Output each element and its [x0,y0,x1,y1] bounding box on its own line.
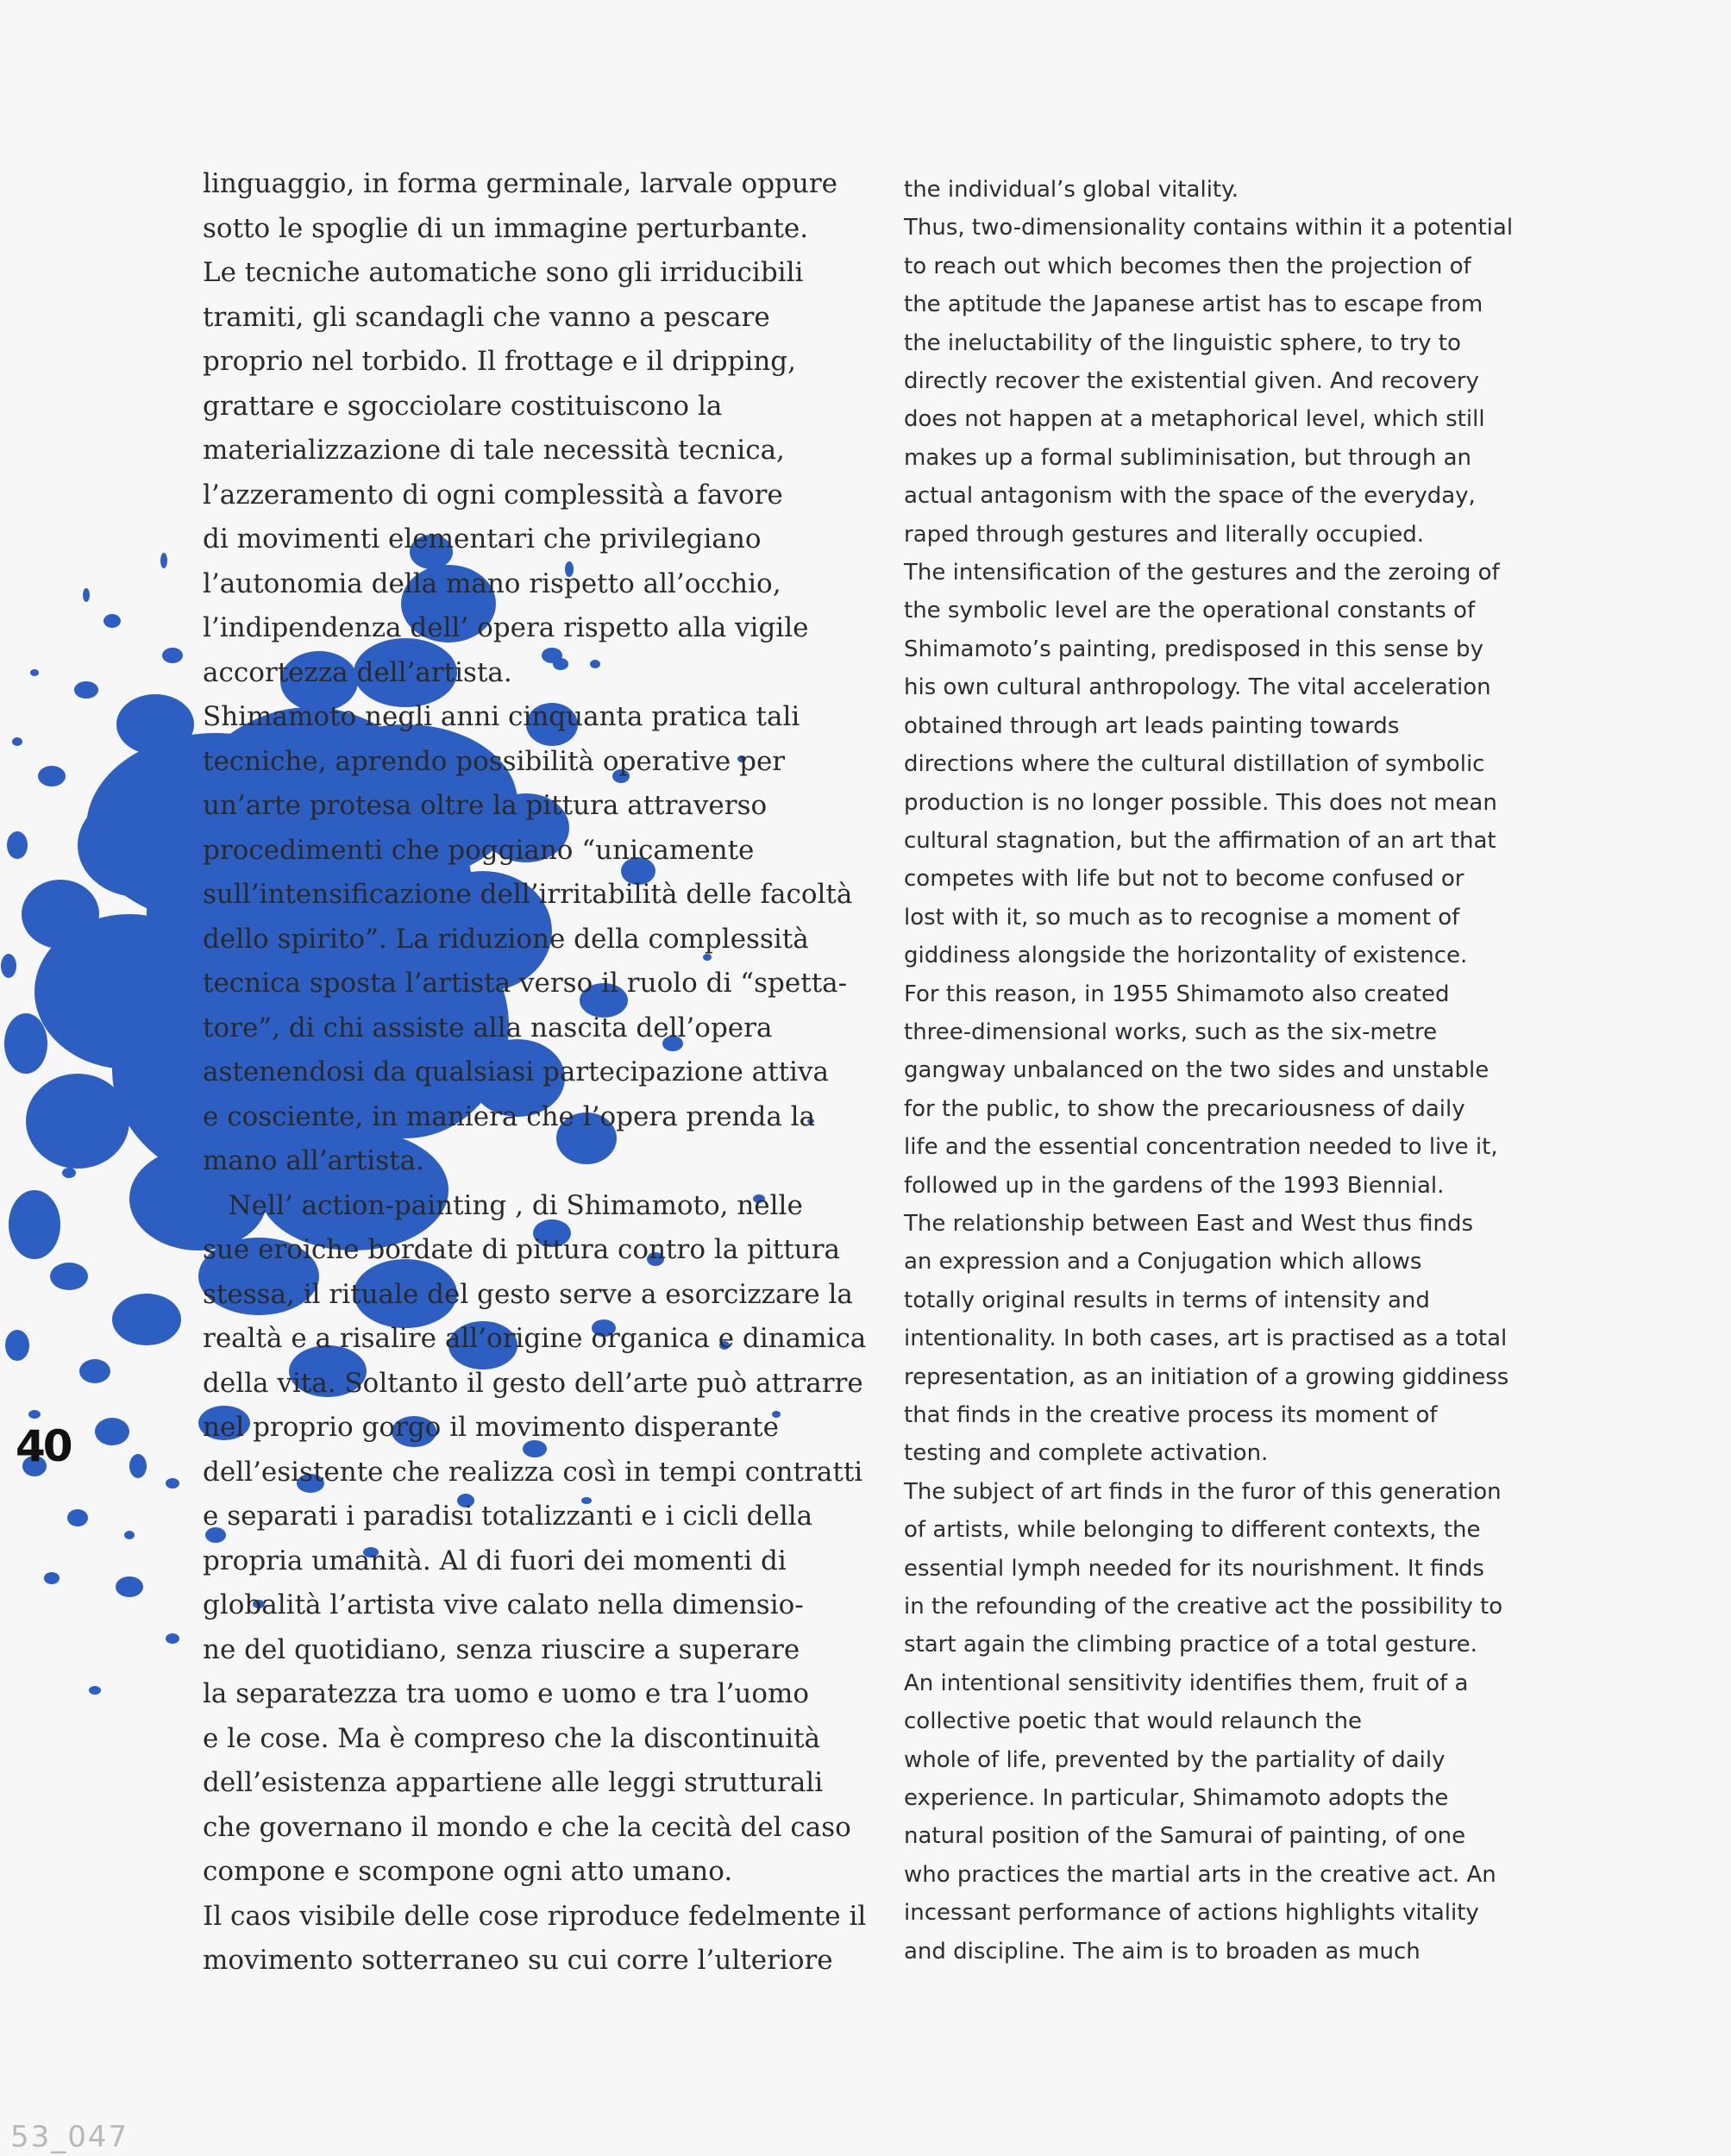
text-line: materializzazione di tale necessità tecnica, [203,435,785,466]
text-line: and discipline. The aim is to broaden as much [904,1938,1421,1965]
text-line: mano all’artista. [203,1145,424,1176]
text-line: makes up a formal subliminisation, but through an [904,444,1471,471]
text-line: the aptitude the Japanese artist has to escape from [904,291,1483,318]
text-line: his own cultural anthropology. The vital acceleration [904,674,1491,701]
text-line: l’autonomia della mano rispetto all’occhio, [203,567,781,599]
text-line: e le cose. Ma è compreso che la discontinuità [203,1722,821,1754]
page-number: 40 [16,1421,71,1471]
text-line: e cosciente, in maniera che l’opera prenda la [203,1100,816,1132]
text-line: obtained through art leads painting towards [904,712,1400,739]
text-line: Nell’ action-painting , di Shimamoto, nelle [203,1189,803,1221]
text-line: proprio nel torbido. Il frottage e il dripping, [203,346,797,377]
text-line: ne del quotidiano, senza riuscire a superare [203,1633,800,1665]
text-line: tramiti, gli scandagli che vanno a pescare [203,301,770,333]
text-line: sotto le spoglie di un immagine perturbante. [203,212,809,244]
text-line: start again the climbing practice of a total gesture. [904,1632,1477,1658]
text-line: stessa, il rituale del gesto serve a esorcizzare la [203,1278,853,1310]
text-line: testing and complete activation. [904,1440,1269,1467]
text-line: an expression and a Conjugation which allows [904,1249,1422,1275]
text-line: life and the essential concentration needed to live it, [904,1134,1498,1161]
text-line: actual antagonism with the space of the everyday, [904,483,1476,510]
text-line: la separatezza tra uomo e uomo e tra l’uomo [203,1678,810,1709]
text-line: intentionality. In both cases, art is practised as a total [904,1326,1508,1352]
text-line: Thus, two-dimensionality contains within it a potential [904,215,1514,241]
text-line: for the public, to show the precariousness of daily [904,1095,1465,1122]
text-line: e separati i paradisi totalizzanti e i cicli della [203,1501,813,1532]
italian-text-column [203,162,884,1984]
text-line: the ineluctability of the linguistic sphere, to try to [904,329,1461,356]
text-line: to reach out which becomes then the projection of [904,253,1471,279]
text-line: tore”, di chi assiste alla nascita dell’opera [203,1012,773,1044]
text-line: dell’esistente che realizza così in tempi contratti [203,1456,863,1488]
text-line: that finds in the creative process its moment of [904,1402,1438,1428]
text-line: astenendosi da qualsiasi partecipazione attiva [203,1056,829,1087]
text-line: directly recover the existential given. And recovery [904,368,1479,395]
text-line: who practices the martial arts in the creative act. An [904,1861,1496,1888]
text-line: giddiness alongside the horizontality of existence. [904,943,1468,969]
text-line: essential lymph needed for its nourishment. It finds [904,1555,1484,1582]
text-line: Shimamoto’s painting, predisposed in this sense by [904,636,1483,662]
text-line: the individual’s global vitality. [904,177,1239,203]
text-line: three-dimensional works, such as the six-metre [904,1018,1438,1045]
text-line: Le tecniche automatiche sono gli irriducibili [203,257,804,288]
text-line: dell’esistenza appartiene alle leggi strutturali [203,1767,824,1798]
handwritten-note: 53_047 [10,2120,129,2154]
text-line: globalità l’artista vive calato nella dimensio- [203,1589,804,1620]
text-line: l’azzeramento di ogni complessità a favore [203,479,783,511]
text-line: Il caos visibile delle cose riproduce fedelmente il [203,1900,867,1932]
text-line: accortezza dell’artista. [203,656,512,688]
text-line: l’indipendenza dell’ opera rispetto alla vigile [203,612,809,643]
text-line: production is no longer possible. This does not mean [904,789,1497,816]
text-line: does not happen at a metaphorical level, which still [904,406,1485,433]
text-line: di movimenti elementari che privilegiano [203,523,762,555]
text-line: incessant performance of actions highlights vitality [904,1900,1479,1927]
text-line: of artists, while belonging to different contexts, the [904,1517,1481,1544]
text-line: competes with life but not to become confused or [904,866,1464,893]
text-line: movimento sotterraneo su cui corre l’ulteriore [203,1945,833,1976]
text-line: raped through gestures and literally occupied. [904,521,1424,548]
text-line: linguaggio, in forma germinale, larvale oppure [203,168,838,199]
text-line: compone e scompone ogni atto umano. [203,1856,733,1887]
text-line: representation, as an initiation of a growing giddiness [904,1363,1509,1390]
text-line: sue eroiche bordate di pittura contro la pittura [203,1234,841,1265]
text-line: whole of life, prevented by the partiality of daily [904,1746,1446,1773]
text-line: grattare e sgocciolare costituiscono la [203,390,723,422]
text-line: The subject of art finds in the furor of this generation [904,1478,1502,1505]
text-line: che governano il mondo e che la cecità del caso [203,1811,851,1843]
text-line: un’arte protesa oltre la pittura attraverso [203,790,768,821]
text-line: cultural stagnation, but the affirmation of an art that [904,827,1496,854]
text-line: The relationship between East and West thus finds [904,1210,1474,1237]
text-line: totally original results in terms of intensity and [904,1287,1430,1313]
text-line: An intentional sensitivity identifies them, fruit of a [904,1670,1469,1696]
text-line: experience. In particular, Shimamoto adopts the [904,1785,1449,1812]
text-line: della vita. Soltanto il gesto dell’arte può attrarre [203,1367,863,1399]
text-line: the symbolic level are the operational constants of [904,598,1476,624]
text-line: sull’intensificazione dell’irritabilità delle facoltà [203,879,853,910]
text-line: gangway unbalanced on the two sides and unstable [904,1057,1490,1084]
text-line: procedimenti che poggiano “unicamente [203,834,755,866]
text-line: For this reason, in 1955 Shimamoto also created [904,981,1450,1007]
english-text-column [904,171,1542,1971]
text-line: directions where the cultural distillation of symbolic [904,751,1485,778]
text-line: followed up in the gardens of the 1993 Biennial. [904,1172,1445,1199]
text-line: lost with it, so much as to recognise a moment of [904,904,1460,931]
text-line: The intensification of the gestures and the zeroing of [904,560,1500,586]
text-line: collective poetic that would relaunch the [904,1708,1363,1735]
text-line: dello spirito”. La riduzione della complessità [203,923,809,955]
text-line: propria umanità. Al di fuori dei momenti di [203,1545,787,1576]
text-line: realtà e a risalire all’origine organica e dinamica [203,1323,867,1354]
text-line: natural position of the Samurai of painting, of one [904,1823,1466,1850]
text-line: tecniche, aprendo possibilità operative per [203,745,786,777]
text-line: Shimamoto negli anni cinquanta pratica tali [203,701,800,732]
text-line: tecnica sposta l’artista verso il ruolo di “spetta- [203,968,848,999]
text-line: nel proprio gorgo il movimento disperante [203,1412,779,1443]
text-line: in the refounding of the creative act the possibility to [904,1594,1503,1620]
